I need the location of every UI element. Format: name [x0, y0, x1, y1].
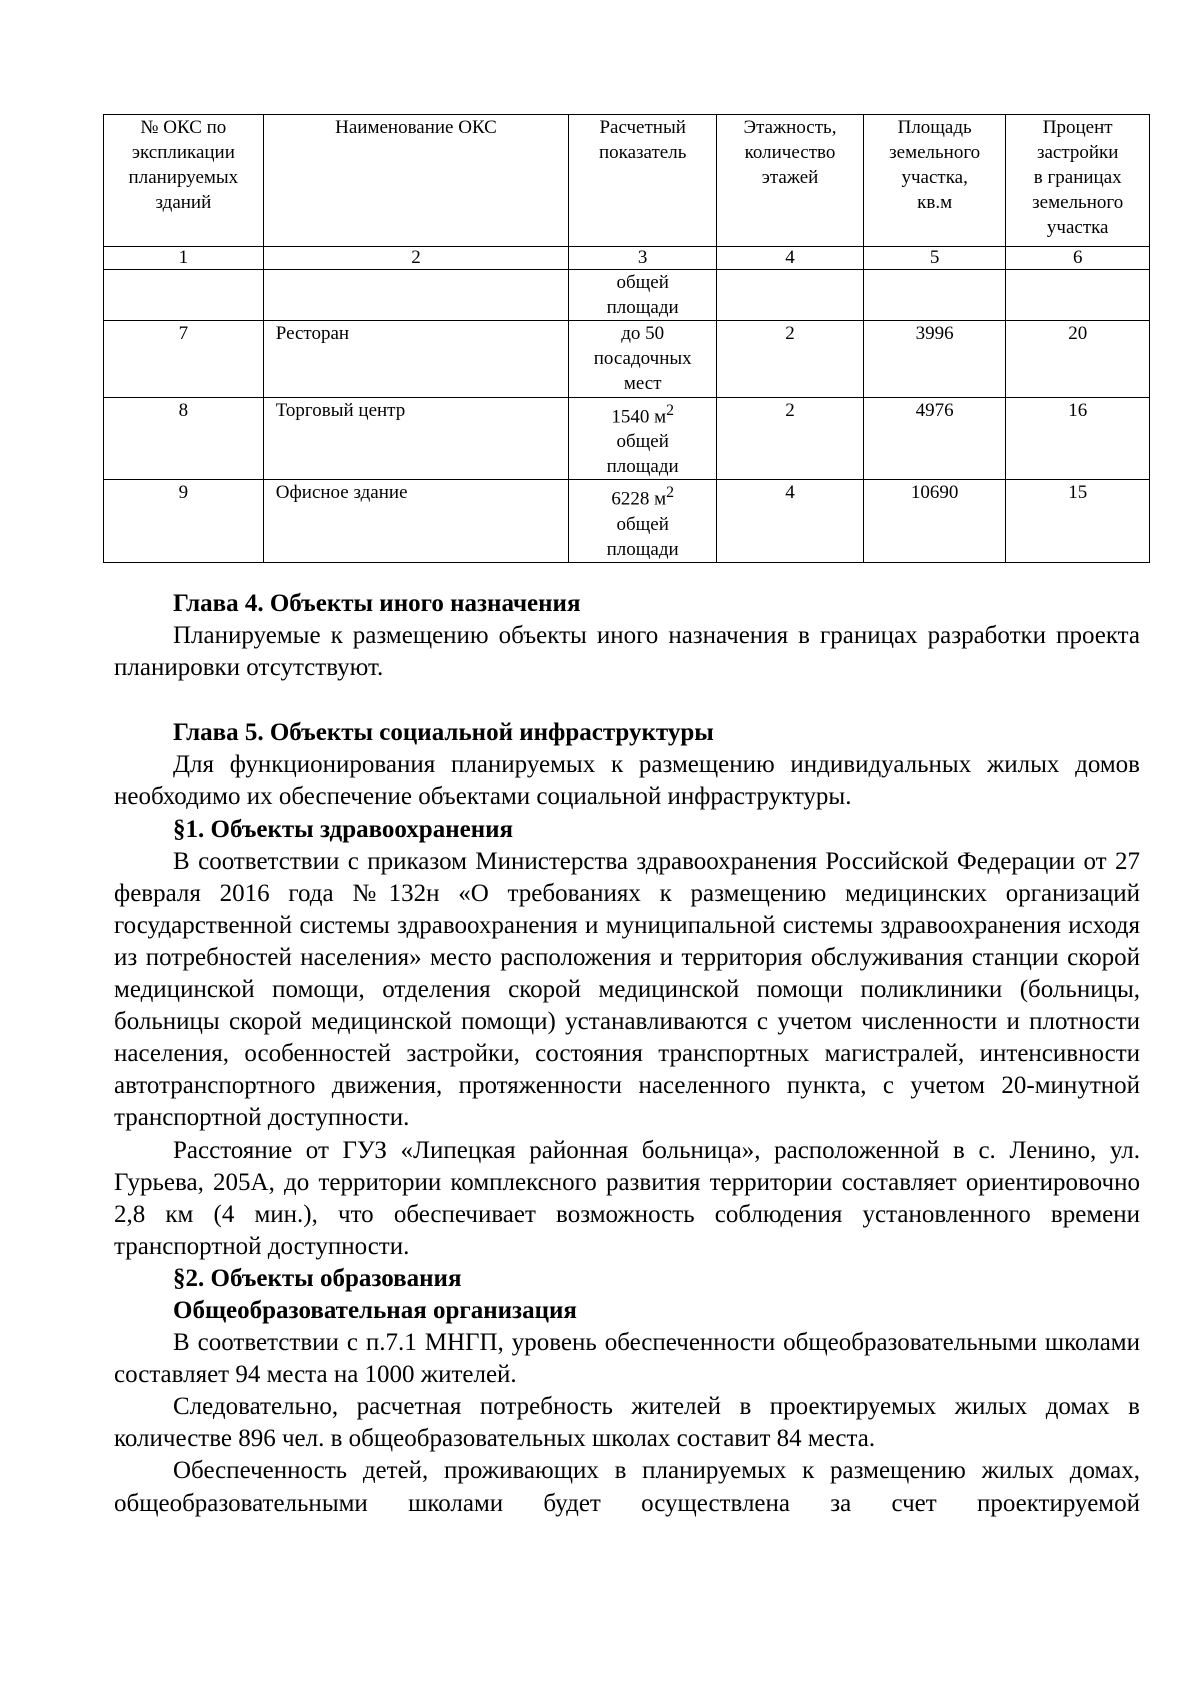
table-row [104, 398, 1150, 480]
section-2-paragraph: Обеспеченность детей, проживающих в планируемых к размещению жилых домах, общеобразовательными школами будет осуществлена за счет проектируемой [114, 1457, 1140, 1517]
chapter-5-heading: Глава 5. Объекты социальной инфраструктуры [173, 719, 714, 747]
table-cell [263, 270, 568, 321]
build-percent-cell: 16 [1006, 398, 1150, 480]
header-indicator: Расчетный показатель [569, 115, 717, 247]
table-cell [717, 270, 864, 321]
column-number-row [104, 247, 1150, 270]
header-oks-number: № ОКС по экспликации планируемых зданий [104, 115, 264, 247]
section-2-subheading: Общеобразовательная организация [173, 1296, 577, 1324]
section-2-paragraph: Следовательно, расчетная потребность жителей в проектируемых жилых домах в количестве 896 чел. в общеобразовательных школах составит 84 места. [114, 1393, 1140, 1453]
indicator-unit-superscript: 2 [666, 402, 675, 419]
oks-name-cell: Торговый центр [263, 398, 568, 480]
floors-cell: 2 [717, 398, 864, 480]
indicator-cell: общей площади [569, 270, 717, 321]
oks-number-cell: 9 [104, 480, 264, 562]
column-number: 5 [863, 247, 1005, 270]
land-area-cell: 4976 [863, 398, 1005, 480]
chapter-5-paragraph: Для функционирования планируемых к размещению индивидуальных жилых домов необходимо их обеспечение объектами социальной инфраструктуры. [114, 751, 1140, 811]
table-row [104, 480, 1150, 562]
indicator-unit-superscript: 2 [666, 484, 675, 502]
column-number: 1 [104, 247, 264, 270]
header-floors: Этажность, количество этажей [717, 115, 864, 247]
oks-name-cell: Офисное здание [263, 480, 568, 562]
indicator-note: общей площади [606, 513, 679, 560]
section-2-heading: §2. Объекты образования [173, 1264, 462, 1292]
indicator-cell [569, 480, 717, 562]
column-number: 4 [717, 247, 864, 270]
oks-number-cell: 7 [104, 321, 264, 398]
oks-name-cell: Ресторан [263, 321, 568, 398]
section-1-heading: §1. Объекты здравоохранения [173, 815, 514, 843]
floors-cell: 4 [717, 480, 864, 562]
table-cell [1006, 270, 1150, 321]
header-build-percent: Процент застройки в границах земельного участка [1006, 115, 1150, 247]
land-area-cell: 3996 [863, 321, 1005, 398]
section-2-paragraph: В соответствии с п.7.1 МНГП, уровень обеспеченности общеобразовательными школами составляет 94 места на 1000 жителей. [114, 1329, 1140, 1389]
oks-table [103, 114, 1150, 563]
indicator-value: 6228 м [611, 488, 667, 510]
floors-cell: 2 [717, 321, 864, 398]
land-area-cell: 10690 [863, 480, 1005, 562]
indicator-value: 1540 м [611, 406, 667, 428]
section-1-paragraph: Расстояние от ГУЗ «Липецкая районная больница», расположенной в с. Ленино, ул. Гурьева, 205А, до территории комплексного развития территории составляет ориентировочно 2,8 км (4 мин.), что обеспечивает возможность соблюдения установленного времени транспортной доступности. [114, 1136, 1140, 1260]
document-body [114, 588, 1140, 1520]
column-number: 6 [1006, 247, 1150, 270]
table-cell [104, 270, 264, 321]
table-header-row [104, 115, 1150, 247]
indicator-note: общей площади [606, 431, 679, 478]
section-1-paragraph: В соответствии с приказом Министерства здравоохранения Российской Федерации от 27 февраля 2016 года №132н «О требованиях к размещению медицинских организаций государственной системы здравоохранения и муниципальной системы здравоохранения исходя из потребностей населения» место расположения и территория обслуживания станции скорой медицинской помощи, отделения скорой медицинской помощи поликлиники (больницы, больницы скорой медицинской помощи) устанавливаются с учетом численности и плотности населения, особенностей застройки, состояния транспортных магистралей, интенсивности автотранспортного движения, протяженности населенного пункта, с учетом 20-минутной транспортной доступности. [114, 847, 1140, 1132]
chapter-4-heading: Глава 4. Объекты иного назначения [173, 590, 581, 617]
build-percent-cell: 15 [1006, 480, 1150, 562]
column-number: 2 [263, 247, 568, 270]
header-oks-name: Наименование ОКС [263, 115, 568, 247]
table-cell [863, 270, 1005, 321]
chapter-4-paragraph: Планируемые к размещению объекты иного назначения в границах разработки проекта планировки отсутствуют. [114, 622, 1140, 682]
indicator-cell [569, 398, 717, 480]
build-percent-cell: 20 [1006, 321, 1150, 398]
header-land-area: Площадь земельного участка, кв.м [863, 115, 1005, 247]
column-number: 3 [569, 247, 717, 270]
indicator-cell: до 50 посадочных мест [569, 321, 717, 398]
table-row [104, 321, 1150, 398]
oks-number-cell: 8 [104, 398, 264, 480]
table-row-continuation [104, 270, 1150, 321]
